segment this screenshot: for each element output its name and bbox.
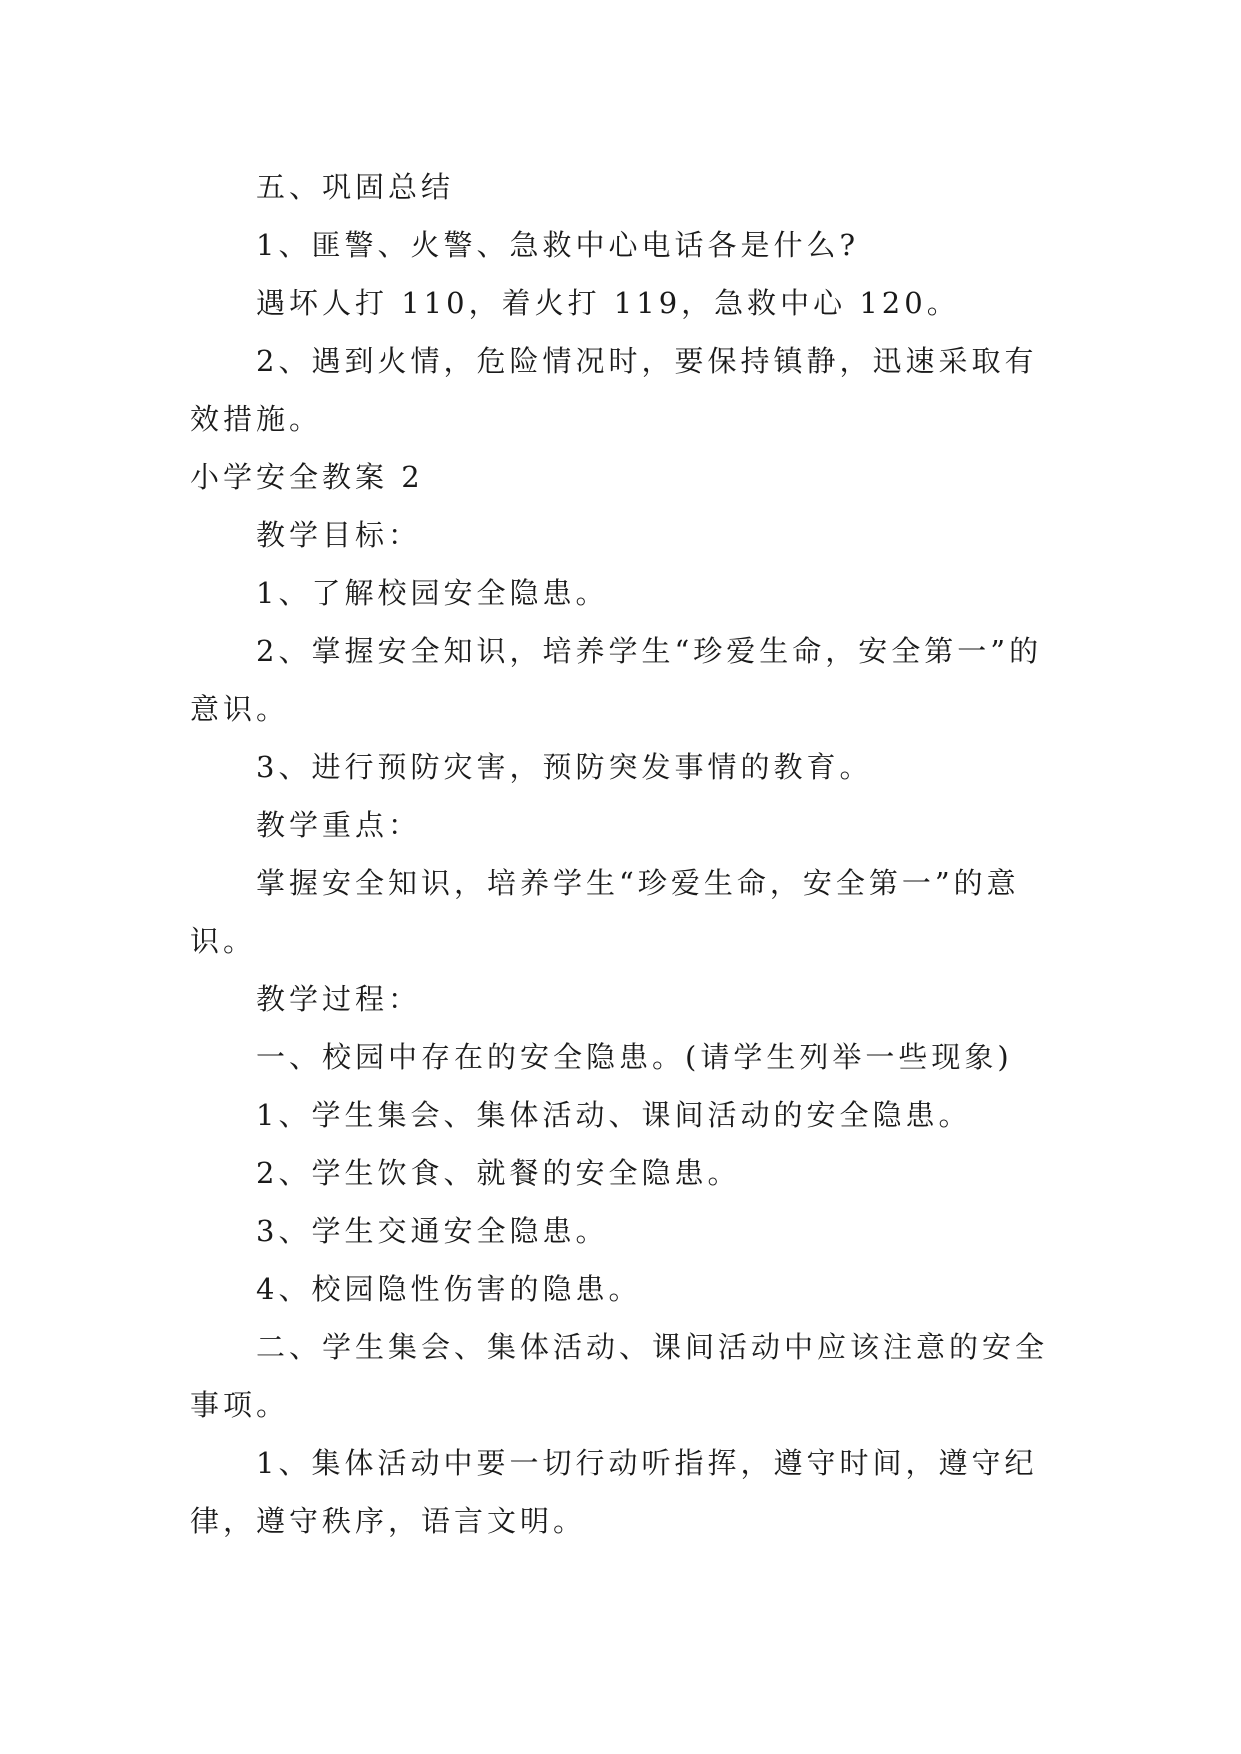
key-point-text: 掌握安全知识，培养学生“珍爱生命，安全第一”的意识。	[190, 866, 1020, 958]
objective-item-3: 3、进行预防灾害，预防突发事情的教育。	[256, 750, 873, 784]
precaution-item-1: 1、集体活动中要一切行动听指挥，遵守时间，遵守纪律，遵守秩序，语言文明。	[190, 1446, 1038, 1538]
hazard-item-1: 1、学生集会、集体活动、课间活动的安全隐患。	[256, 1098, 972, 1132]
hazard-item-3: 3、学生交通安全隐患。	[256, 1214, 609, 1248]
section-heading-key-points: 教学重点：	[256, 808, 422, 842]
paragraph-answer-phone-numbers: 遇坏人打 110，着火打 119，急救中心 120。	[256, 286, 960, 320]
section-heading-objectives: 教学目标：	[256, 518, 422, 552]
process-heading-precautions: 二、学生集会、集体活动、课间活动中应该注意的安全事项。	[190, 1330, 1049, 1422]
objective-item-2: 2、掌握安全知识，培养学生“珍爱生命，安全第一”的意识。	[190, 634, 1043, 726]
paragraph-question-phone-numbers: 1、匪警、火警、急救中心电话各是什么?	[256, 228, 859, 262]
document-body	[190, 158, 1052, 1550]
hazard-item-2: 2、学生饮食、就餐的安全隐患。	[256, 1156, 741, 1190]
section-heading-process: 教学过程：	[256, 982, 422, 1016]
process-heading-hazards: 一、校园中存在的安全隐患。(请学生列举一些现象)	[256, 1040, 1013, 1074]
section-heading-consolidation: 五、巩固总结	[256, 170, 455, 204]
hazard-item-4: 4、校园隐性伤害的隐患。	[256, 1272, 642, 1306]
objective-item-1: 1、了解校园安全隐患。	[256, 576, 609, 610]
paragraph-fire-danger: 2、遇到火情，危险情况时，要保持镇静，迅速采取有效措施。	[190, 344, 1038, 436]
lesson-title: 小学安全教案 2	[190, 460, 424, 494]
